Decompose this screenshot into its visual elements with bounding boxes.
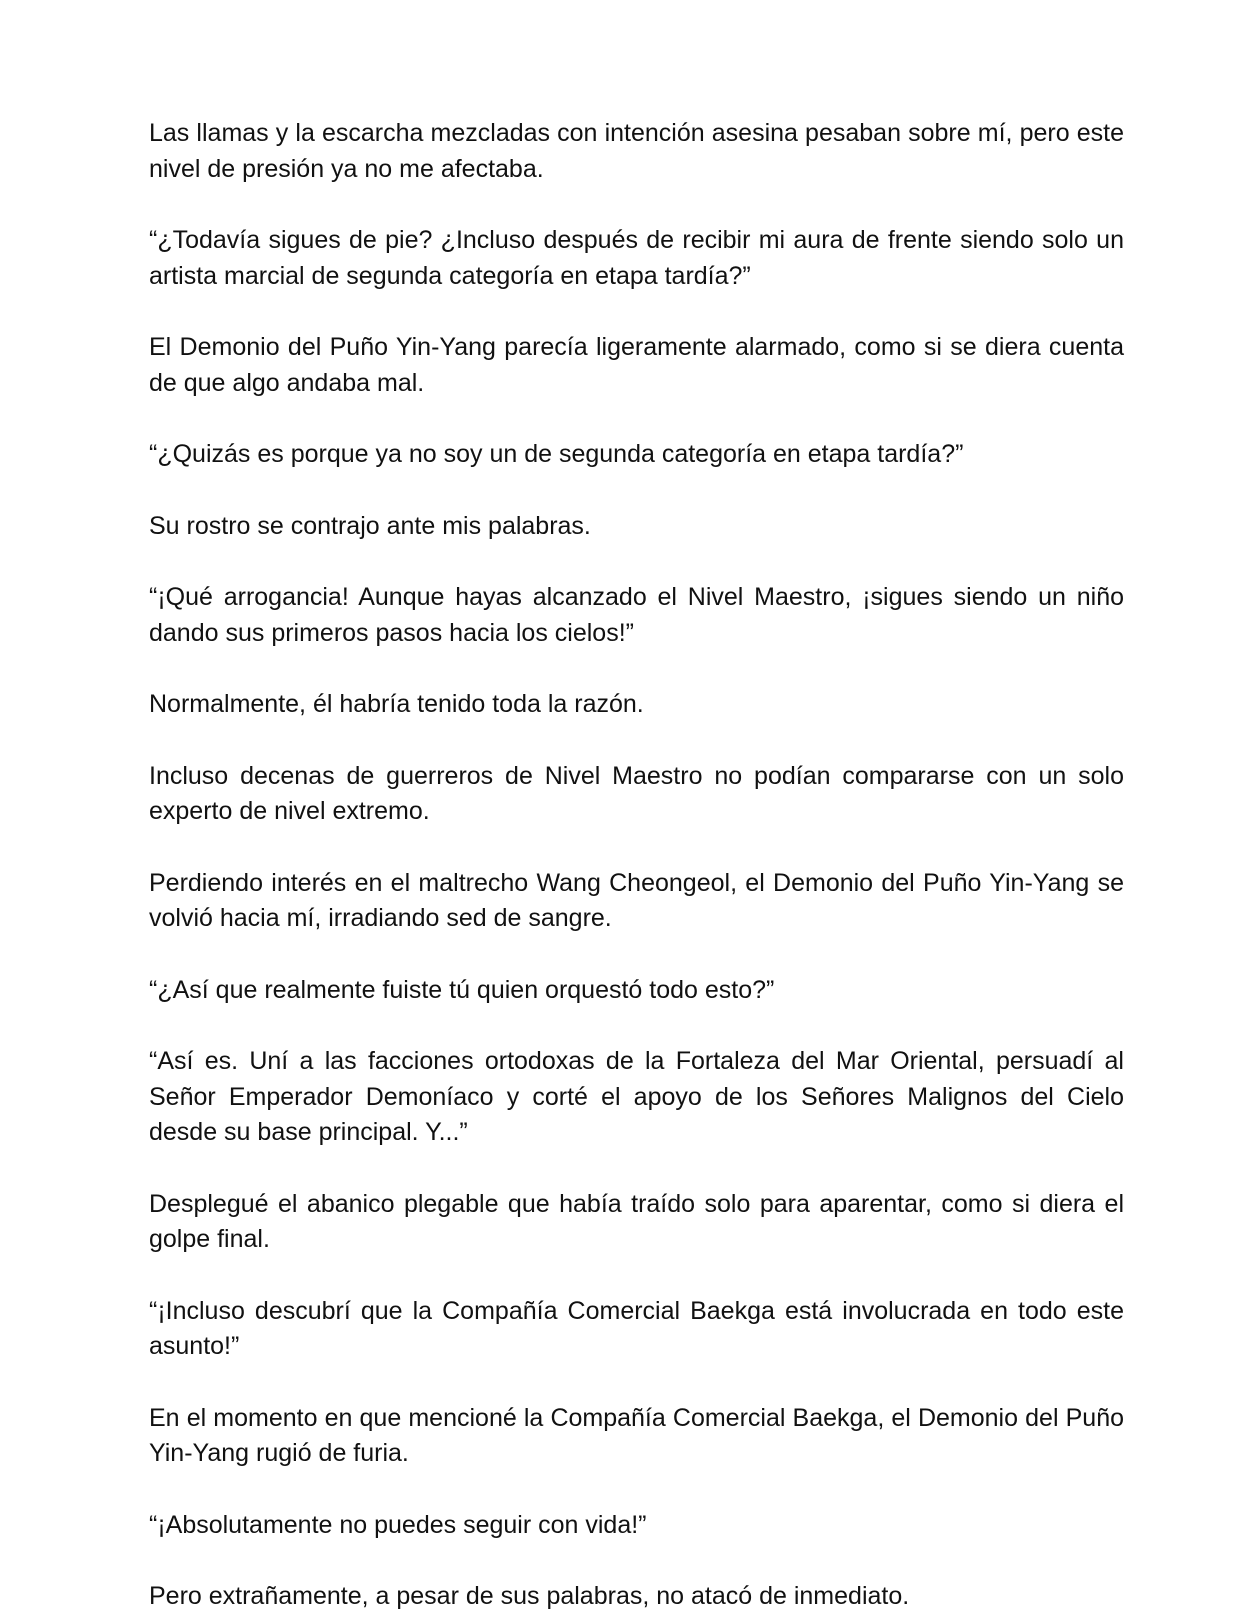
- paragraph: Desplegué el abanico plegable que había traído solo para aparentar, como si diera el golpe final.: [149, 1189, 1124, 1253]
- paragraph: “¡Absolutamente no puedes seguir con vida!”: [149, 1510, 647, 1539]
- paragraph: “Así es. Uní a las facciones ortodoxas de la Fortaleza del Mar Oriental, persuadí al Señor Emperador Demoníaco y corté el apoyo de los Señores Malignos del Cielo desde su base principal. Y...”: [149, 1047, 1124, 1146]
- paragraph: “¡Incluso descubrí que la Compañía Comercial Baekga está involucrada en todo este asunto!”: [149, 1296, 1124, 1360]
- paragraph: El Demonio del Puño Yin-Yang parecía ligeramente alarmado, como si se diera cuenta de que algo andaba mal.: [149, 333, 1124, 397]
- paragraph: “¿Quizás es porque ya no soy un de segunda categoría en etapa tardía?”: [149, 440, 964, 468]
- paragraph: Las llamas y la escarcha mezcladas con intención asesina pesaban sobre mí, pero este nivel de presión ya no me afectaba.: [149, 119, 1124, 183]
- paragraph: “¿Así que realmente fuiste tú quien orquestó todo esto?”: [149, 975, 775, 1004]
- paragraph: “¿Todavía sigues de pie? ¿Incluso después de recibir mi aura de frente siendo solo un artista marcial de segunda categoría en etapa tardía?”: [149, 226, 1124, 290]
- document-page: [149, 116, 1124, 1615]
- paragraph: Pero extrañamente, a pesar de sus palabras, no atacó de inmediato.: [149, 1582, 910, 1610]
- paragraph: Incluso decenas de guerreros de Nivel Maestro no podían compararse con un solo experto de nivel extremo.: [149, 761, 1124, 825]
- paragraph: Normalmente, él habría tenido toda la razón.: [149, 690, 644, 718]
- paragraph: En el momento en que mencioné la Compañía Comercial Baekga, el Demonio del Puño Yin-Yang rugió de furia.: [149, 1403, 1124, 1467]
- paragraph: Su rostro se contrajo ante mis palabras.: [149, 511, 591, 540]
- paragraph: Perdiendo interés en el maltrecho Wang Cheongeol, el Demonio del Puño Yin-Yang se volvió hacia mí, irradiando sed de sangre.: [149, 868, 1124, 932]
- paragraph: “¡Qué arrogancia! Aunque hayas alcanzado el Nivel Maestro, ¡sigues siendo un niño dando sus primeros pasos hacia los cielos!”: [149, 583, 1124, 647]
